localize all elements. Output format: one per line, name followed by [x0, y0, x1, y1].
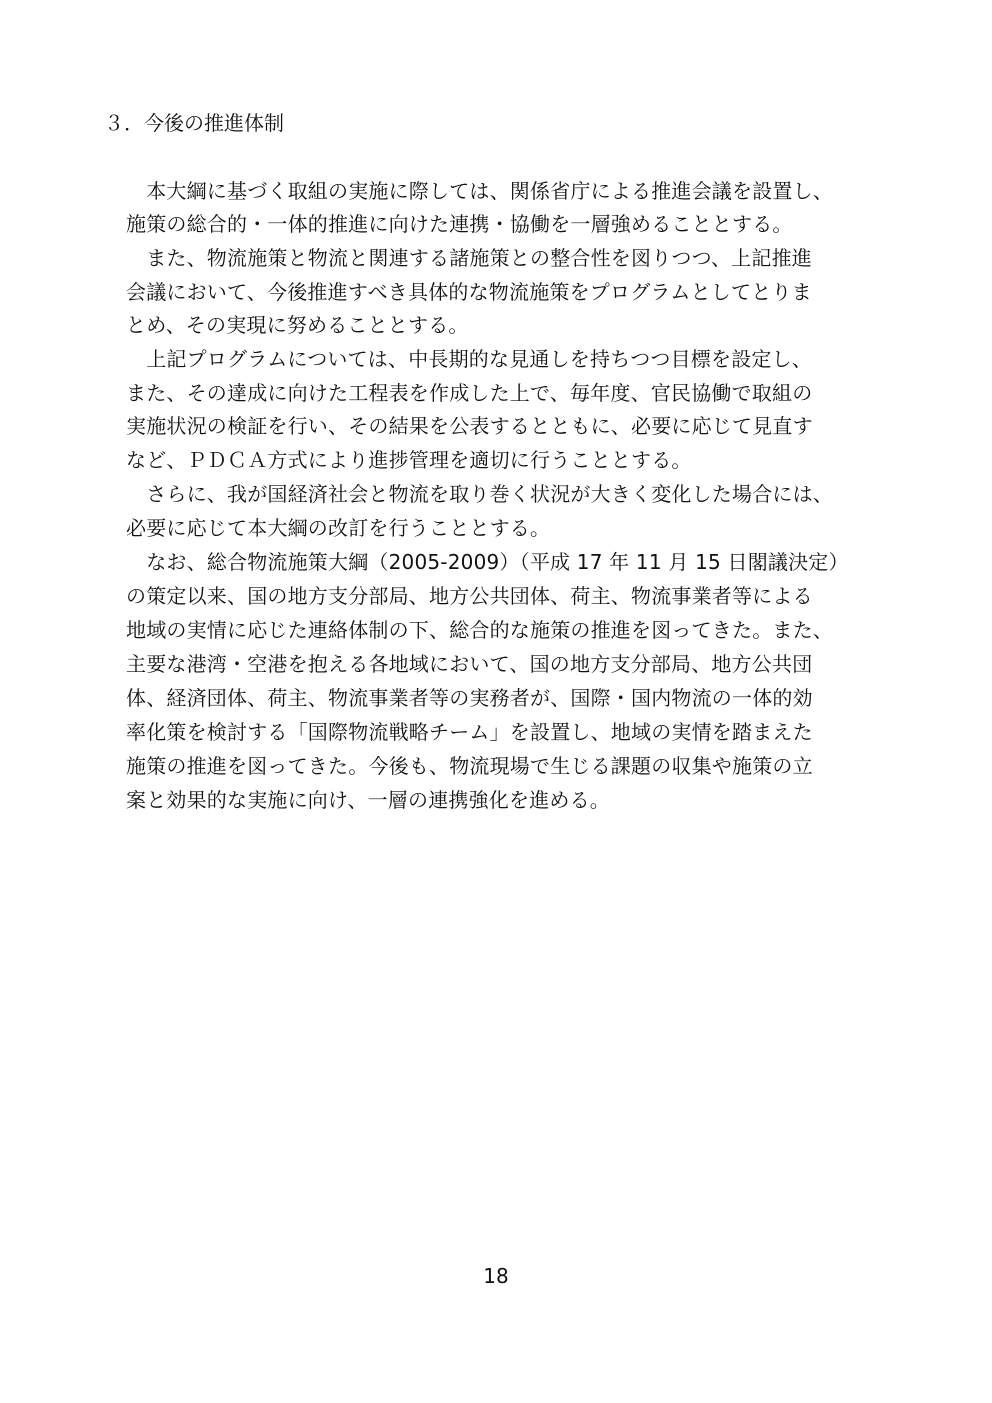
text-line: 上記プログラムについては、中長期的な見通しを持ちつつ目標を設定し、	[126, 347, 812, 371]
text-line: 主要な港湾・空港を抱える各地域において、国の地方支分部局、地方公共団	[126, 652, 813, 676]
text-line: の策定以来、国の地方支分部局、地方公共団体、荷主、物流事業者等による	[126, 584, 813, 608]
section-heading: ３．今後の推進体制	[104, 111, 284, 135]
text-line: 体、経済団体、荷主、物流事業者等の実務者が、国際・国内物流の一体的効	[126, 686, 813, 710]
text-line: とめ、その実現に努めることとする。	[126, 313, 469, 337]
text-line: 必要に応じて本大綱の改訂を行うこととする。	[126, 516, 551, 540]
text-line: 施策の総合的・一体的推進に向けた連携・協働を一層強めることとする。	[126, 212, 793, 236]
text-line: なお、総合物流施策大綱（2005-2009）（平成 17 年 11 月 15 日閣議決定）	[126, 550, 849, 574]
text-line: また、その達成に向けた工程表を作成した上で、毎年度、官民協働で取組の	[126, 381, 813, 405]
text-line: など、ＰＤＣＡ方式により進捗管理を適切に行うこととする。	[126, 448, 692, 472]
text-line: 案と効果的な実施に向け、一層の連携強化を進める。	[126, 788, 610, 812]
page-number: 18	[483, 1264, 509, 1288]
text-line: 地域の実情に応じた連絡体制の下、総合的な施策の推進を図ってきた。また、	[126, 618, 833, 642]
text-line: さらに、我が国経済社会と物流を取り巻く状況が大きく変化した場合には、	[126, 482, 833, 506]
text-line: 実施状況の検証を行い、その結果を公表するとともに、必要に応じて見直す	[126, 414, 813, 438]
text-line: 本大綱に基づく取組の実施に際しては、関係省庁による推進会議を設置し、	[126, 179, 833, 203]
text-line: また、物流施策と物流と関連する諸施策との整合性を図りつつ、上記推進	[126, 246, 812, 270]
text-line: 率化策を検討する「国際物流戦略チーム」を設置し、地域の実情を踏まえた	[126, 720, 813, 744]
text-line: 施策の推進を図ってきた。今後も、物流現場で生じる課題の収集や施策の立	[126, 754, 813, 778]
text-line: 会議において、今後推進すべき具体的な物流施策をプログラムとしてとりま	[126, 280, 812, 304]
